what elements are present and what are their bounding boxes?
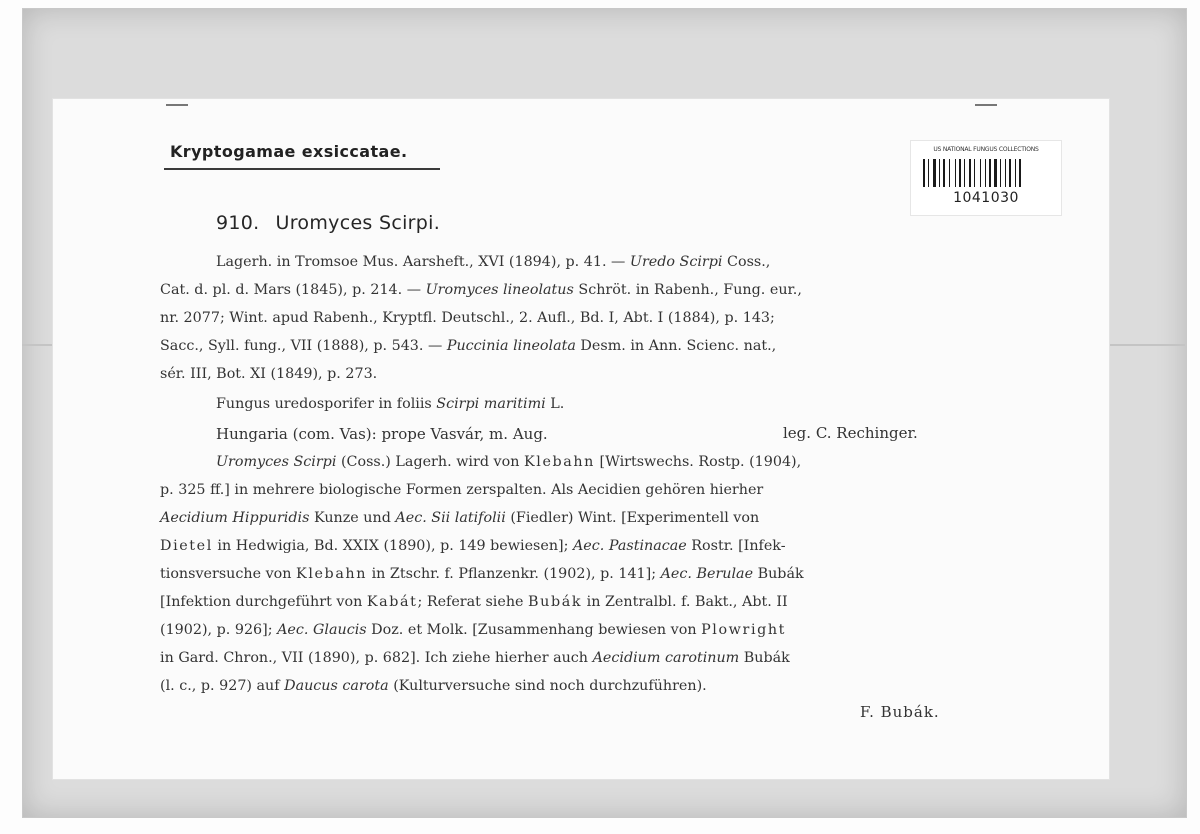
barcode-bar	[985, 159, 986, 187]
barcode-bar	[989, 159, 991, 187]
text-run: Aec. Glaucis	[277, 622, 367, 638]
text-run: Daucus carota	[284, 678, 389, 694]
habitat-line	[216, 394, 564, 414]
barcode-bar	[955, 159, 956, 187]
text-run: Fungus uredosporifer in foliis	[216, 396, 437, 412]
text-run: (Kulturversuche sind noch durchzuführen).	[388, 678, 707, 694]
text-run: Sacc., Syll. fung., VII (1888), p. 543. —	[160, 338, 447, 354]
barcode-number: 1041030	[953, 190, 1019, 206]
barcode-bar	[933, 159, 936, 187]
barcode-bar	[1019, 159, 1021, 187]
text-run: Klebahn	[523, 454, 595, 470]
barcode-bar	[994, 159, 997, 187]
citation-line	[216, 252, 770, 272]
note-line	[160, 536, 786, 556]
entry-title	[216, 212, 440, 234]
text-run: Kabát	[366, 594, 418, 610]
barcode-bar	[964, 159, 965, 187]
text-run: in Gard. Chron., VII (1890), p. 682]. Ich ziehe hierher auch	[160, 650, 593, 666]
text-run: Cat. d. pl. d. Mars (1845), p. 214. —	[160, 282, 426, 298]
note-line	[216, 452, 801, 472]
text-run: Aec. Berulae	[660, 566, 754, 582]
collector-line: leg. C. Rechinger.	[783, 424, 918, 442]
note-line	[160, 508, 759, 528]
series-title: Kryptogamae exsiccatae.	[170, 142, 408, 161]
text-run: sér. III, Bot. XI (1849), p. 273.	[160, 366, 378, 382]
series-underline	[164, 168, 440, 170]
text-run: in Hedwigia, Bd. XXIX (1890), p. 149 bewiesen];	[212, 538, 573, 554]
barcode-bar	[959, 159, 961, 187]
text-run: Coss.,	[722, 254, 771, 270]
text-run: Aecidium carotinum	[592, 650, 740, 666]
barcode-bar	[1015, 159, 1016, 187]
species-name: Uromyces Scirpi.	[275, 212, 441, 234]
note-line	[160, 648, 790, 668]
text-run: Bubák	[753, 566, 804, 582]
text-run: L.	[545, 396, 565, 412]
text-run: in Ztschr. f. Pflanzenkr. (1902), p. 141];	[367, 566, 661, 582]
barcode-label	[910, 140, 1062, 216]
note-line	[160, 564, 804, 584]
barcode-bar	[939, 159, 940, 187]
barcode-bar	[923, 159, 925, 187]
text-run: ; Referat siehe	[417, 594, 529, 610]
text-run: nr. 2077; Wint. apud Rabenh., Kryptfl. Deutschl., 2. Aufl., Bd. I, Abt. I (1884), p. 143;	[160, 310, 775, 326]
barcode-caption: US NATIONAL FUNGUS COLLECTIONS	[933, 146, 1039, 153]
text-run: (1902), p. 926];	[160, 622, 278, 638]
text-run: [Infektion durchgeführt von	[160, 594, 367, 610]
text-run: Rostr. [Infek-	[686, 538, 786, 554]
text-run: Uromyces lineolatus	[425, 282, 574, 298]
citation-line	[160, 364, 377, 384]
text-run: Scirpi maritimi	[436, 396, 546, 412]
text-run: Doz. et Molk. [Zusammenhang bewiesen von	[366, 622, 702, 638]
label-tick-mark	[975, 104, 997, 106]
text-run: Aec. Pastinacae	[572, 538, 687, 554]
citation-line	[160, 308, 775, 328]
barcode-bar	[1005, 159, 1006, 187]
barcode-bar	[969, 159, 971, 187]
text-run: Bubák	[739, 650, 790, 666]
label-tick-mark	[166, 104, 188, 106]
text-run: Kunze und	[309, 510, 396, 526]
text-run: Uredo Scirpi	[629, 254, 723, 270]
text-run: Schröt. in Rabenh., Fung. eur.,	[573, 282, 802, 298]
text-run: (Coss.) Lagerh. wird von	[336, 454, 524, 470]
citation-line	[160, 336, 776, 356]
locality-line: Hungaria (com. Vas): prope Vasvár, m. Aug.	[216, 425, 548, 443]
barcode-bar	[1009, 159, 1011, 187]
text-run: Puccinia lineolata	[446, 338, 576, 354]
barcode-bar	[928, 159, 929, 187]
barcode-bar	[943, 159, 945, 187]
barcode-bars	[923, 159, 1049, 187]
entry-number: 910.	[216, 212, 260, 234]
text-run: Desm. in Ann. Scienc. nat.,	[575, 338, 777, 354]
barcode-bar	[974, 159, 975, 187]
author-signature: F. Bubák.	[860, 703, 940, 721]
note-line	[160, 620, 786, 640]
text-run: (Fiedler) Wint. [Experimentell von	[505, 510, 760, 526]
text-run: Aec. Sii latifolii	[395, 510, 506, 526]
text-run: Plowright	[701, 622, 787, 638]
citation-line	[160, 280, 802, 300]
text-run: Klebahn	[296, 566, 368, 582]
text-run: tionsversuche von	[160, 566, 297, 582]
barcode-bar	[980, 159, 981, 187]
text-run: [Wirtswechs. Rostp. (1904),	[595, 454, 802, 470]
barcode-bar	[949, 159, 950, 187]
text-run: p. 325 ff.] in mehrere biologische Formen zerspalten. Als Aecidien gehören hierher	[160, 482, 764, 498]
note-line	[160, 480, 763, 500]
text-run: Uromyces Scirpi	[216, 454, 337, 470]
text-run: Dietel	[160, 538, 213, 554]
note-line	[160, 592, 788, 612]
text-run: (l. c., p. 927) auf	[160, 678, 285, 694]
note-line	[160, 676, 707, 696]
text-run: Aecidium Hippuridis	[160, 510, 310, 526]
barcode-bar	[1000, 159, 1001, 187]
text-run: Bubák	[528, 594, 583, 610]
text-run: in Zentralbl. f. Bakt., Abt. II	[582, 594, 788, 610]
text-run: Lagerh. in Tromsoe Mus. Aarsheft., XVI (1894), p. 41. —	[216, 254, 630, 270]
